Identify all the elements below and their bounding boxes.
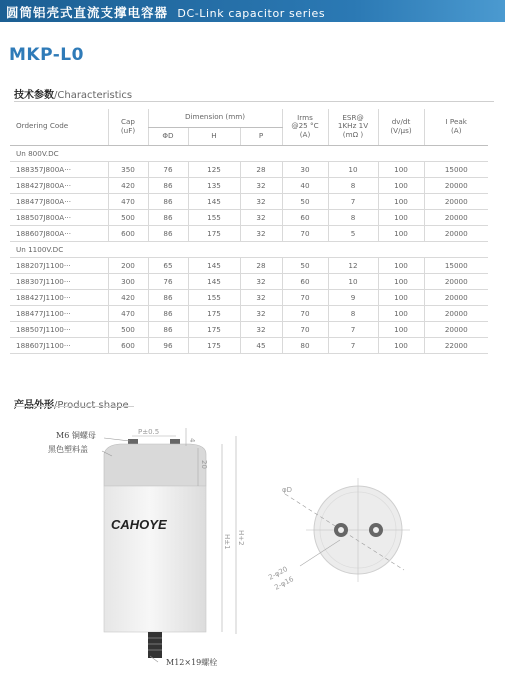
cell-dvdt: 100 — [378, 305, 424, 321]
cell-d: 96 — [148, 337, 188, 353]
product-drawing — [0, 412, 505, 673]
col-ipeak-l1: I Peak — [445, 117, 467, 127]
cell-dvdt: 100 — [378, 321, 424, 337]
header-banner — [0, 0, 505, 22]
table-row — [10, 305, 488, 321]
shape-label-en: /Product shape — [54, 400, 129, 411]
cell-dvdt: 100 — [378, 161, 424, 177]
col-esr-l1: ESR@ — [342, 112, 364, 122]
cell-esr: 7 — [328, 337, 378, 353]
cell-p: 32 — [240, 209, 282, 225]
dim-phi: φD — [282, 486, 293, 494]
cell-irms: 50 — [282, 193, 328, 209]
cell-h: 145 — [188, 273, 240, 289]
cell-p: 32 — [240, 177, 282, 193]
cell-ipeak: 15000 — [424, 161, 488, 177]
cell-esr: 10 — [328, 273, 378, 289]
col-irms-l2: @25 °C — [291, 121, 319, 131]
cell-ipeak: 20000 — [424, 305, 488, 321]
cell-esr: 12 — [328, 257, 378, 273]
cell-h: 145 — [188, 257, 240, 273]
shape-divider — [14, 406, 134, 407]
col-ipeak-l2: (A) — [450, 125, 462, 135]
cell-ordering-code: 188207J1100··· — [10, 257, 108, 273]
cell-d: 86 — [148, 177, 188, 193]
specs-label-cn: 技术参数 — [14, 90, 54, 101]
cell-h: 145 — [188, 193, 240, 209]
col-ordering-code: Ordering Code — [10, 109, 108, 145]
cell-ipeak: 20000 — [424, 273, 488, 289]
dim-cover: 20 — [200, 460, 208, 469]
dim-hole2: 2-φ16 — [273, 575, 296, 592]
nut-label: M6 铜螺母 — [56, 431, 96, 440]
col-cap — [108, 109, 148, 145]
cell-p: 32 — [240, 225, 282, 241]
cell-ipeak: 20000 — [424, 177, 488, 193]
col-esr-l2: 1KHz 1V — [337, 121, 369, 131]
dim-h: H±1 — [223, 534, 231, 550]
cell-dvdt: 100 — [378, 257, 424, 273]
cell-ipeak: 20000 — [424, 193, 488, 209]
cell-ordering-code: 188507J800A··· — [10, 209, 108, 225]
cell-d: 86 — [148, 193, 188, 209]
table-row — [10, 337, 488, 353]
col-dim-p: P — [240, 127, 282, 145]
col-dvdt-l1: dv/dt — [391, 117, 411, 127]
dim-p: P±0.5 — [138, 428, 160, 436]
table-row — [10, 257, 488, 273]
cell-ordering-code: 188357J800A··· — [10, 161, 108, 177]
cell-irms: 60 — [282, 209, 328, 225]
cell-irms: 70 — [282, 225, 328, 241]
cell-ipeak: 20000 — [424, 321, 488, 337]
cell-p: 28 — [240, 257, 282, 273]
cell-p: 45 — [240, 337, 282, 353]
cell-ipeak: 22000 — [424, 337, 488, 353]
cell-cap: 470 — [108, 193, 148, 209]
cell-ordering-code: 188607J1100··· — [10, 337, 108, 353]
specs-section-label — [14, 86, 132, 101]
cell-cap: 420 — [108, 177, 148, 193]
cell-esr: 8 — [328, 305, 378, 321]
cell-h: 175 — [188, 337, 240, 353]
voltage-group-row — [10, 241, 488, 257]
specs-label-en: /Characteristics — [54, 90, 133, 101]
cell-p: 32 — [240, 193, 282, 209]
cell-irms: 30 — [282, 161, 328, 177]
bolt-label: M12×19螺栓 — [166, 658, 218, 667]
col-dvdt-l2: (V/μs) — [390, 125, 412, 135]
cell-d: 65 — [148, 257, 188, 273]
cell-ordering-code: 188427J800A··· — [10, 177, 108, 193]
table-row — [10, 225, 488, 241]
col-ipeak — [424, 109, 488, 145]
cell-cap: 300 — [108, 273, 148, 289]
cell-d: 86 — [148, 321, 188, 337]
specs-table — [10, 109, 488, 354]
cell-dvdt: 100 — [378, 193, 424, 209]
cell-dvdt: 100 — [378, 209, 424, 225]
table-row — [10, 273, 488, 289]
cell-cap: 600 — [108, 337, 148, 353]
dim-h2: H+2 — [237, 530, 245, 546]
shape-label-cn: 产品外形 — [14, 400, 54, 411]
voltage-group-row — [10, 145, 488, 161]
cell-p: 28 — [240, 161, 282, 177]
cell-p: 32 — [240, 273, 282, 289]
cell-irms: 70 — [282, 321, 328, 337]
cell-ipeak: 20000 — [424, 289, 488, 305]
cell-h: 155 — [188, 209, 240, 225]
cell-dvdt: 100 — [378, 177, 424, 193]
specs-table-header — [10, 109, 488, 145]
cell-esr: 8 — [328, 209, 378, 225]
model-title: MKP-L0 — [9, 45, 84, 65]
col-esr — [328, 109, 378, 145]
cell-irms: 40 — [282, 177, 328, 193]
brand-logo: CAHOYE — [111, 517, 167, 532]
cell-h: 155 — [188, 289, 240, 305]
col-irms-l3: (A) — [299, 130, 311, 140]
cell-p: 32 — [240, 289, 282, 305]
cell-h: 175 — [188, 321, 240, 337]
col-cap-l2: (uF) — [120, 125, 136, 135]
cell-ipeak: 20000 — [424, 225, 488, 241]
cell-d: 86 — [148, 289, 188, 305]
cell-irms: 80 — [282, 337, 328, 353]
cell-dvdt: 100 — [378, 337, 424, 353]
col-esr-l3: (mΩ ) — [342, 130, 364, 140]
voltage-group-label: Un 800V.DC — [10, 145, 488, 161]
banner-title — [6, 3, 325, 21]
cell-cap: 500 — [108, 321, 148, 337]
cell-cap: 350 — [108, 161, 148, 177]
cell-ordering-code: 188507J1100··· — [10, 321, 108, 337]
cell-ordering-code: 188607J800A··· — [10, 225, 108, 241]
can-body — [104, 486, 206, 632]
cell-d: 86 — [148, 209, 188, 225]
table-row — [10, 209, 488, 225]
table-row — [10, 193, 488, 209]
cell-ipeak: 15000 — [424, 257, 488, 273]
cell-cap: 200 — [108, 257, 148, 273]
dim-hole1: 2-φ20 — [267, 565, 290, 582]
cell-irms: 70 — [282, 305, 328, 321]
cell-esr: 9 — [328, 289, 378, 305]
cell-irms: 60 — [282, 273, 328, 289]
table-row — [10, 321, 488, 337]
col-cap-l1: Cap — [121, 117, 135, 127]
cell-ordering-code: 188427J1100··· — [10, 289, 108, 305]
cell-cap: 600 — [108, 225, 148, 241]
cell-irms: 50 — [282, 257, 328, 273]
cell-dvdt: 100 — [378, 225, 424, 241]
banner-title-cn: 圆筒铝壳式直流支撑电容器 — [6, 5, 169, 20]
table-row — [10, 177, 488, 193]
cell-esr: 10 — [328, 161, 378, 177]
cell-d: 86 — [148, 225, 188, 241]
cell-h: 175 — [188, 305, 240, 321]
cell-dvdt: 100 — [378, 273, 424, 289]
cell-ordering-code: 188307J1100··· — [10, 273, 108, 289]
cell-p: 32 — [240, 305, 282, 321]
cell-esr: 5 — [328, 225, 378, 241]
cell-d: 76 — [148, 161, 188, 177]
specs-divider — [14, 101, 494, 102]
cell-esr: 8 — [328, 177, 378, 193]
voltage-group-label: Un 1100V.DC — [10, 241, 488, 257]
col-irms — [282, 109, 328, 145]
col-dvdt — [378, 109, 424, 145]
table-row — [10, 289, 488, 305]
cell-ordering-code: 188477J1100··· — [10, 305, 108, 321]
cover — [104, 444, 206, 486]
cell-h: 135 — [188, 177, 240, 193]
cell-cap: 470 — [108, 305, 148, 321]
cell-p: 32 — [240, 321, 282, 337]
cell-ordering-code: 188477J800A··· — [10, 193, 108, 209]
cover-label: 黑色塑料盖 — [48, 445, 88, 454]
shape-section-label — [14, 396, 129, 411]
specs-table-body — [10, 145, 488, 353]
table-row — [10, 161, 488, 177]
cell-d: 76 — [148, 273, 188, 289]
cell-esr: 7 — [328, 321, 378, 337]
cell-d: 86 — [148, 305, 188, 321]
bottom-stud — [148, 632, 162, 658]
col-dimension: Dimension (mm) — [148, 109, 282, 127]
cell-esr: 7 — [328, 193, 378, 209]
col-dim-h: H — [188, 127, 240, 145]
cell-irms: 70 — [282, 289, 328, 305]
dim-top: 4 — [188, 438, 196, 443]
cell-cap: 420 — [108, 289, 148, 305]
cell-h: 125 — [188, 161, 240, 177]
banner-title-en: DC-Link capacitor series — [177, 7, 326, 20]
cell-h: 175 — [188, 225, 240, 241]
col-dim-d: ΦD — [148, 127, 188, 145]
cell-dvdt: 100 — [378, 289, 424, 305]
cell-ipeak: 20000 — [424, 209, 488, 225]
cell-cap: 500 — [108, 209, 148, 225]
col-irms-l1: Irms — [297, 112, 313, 122]
